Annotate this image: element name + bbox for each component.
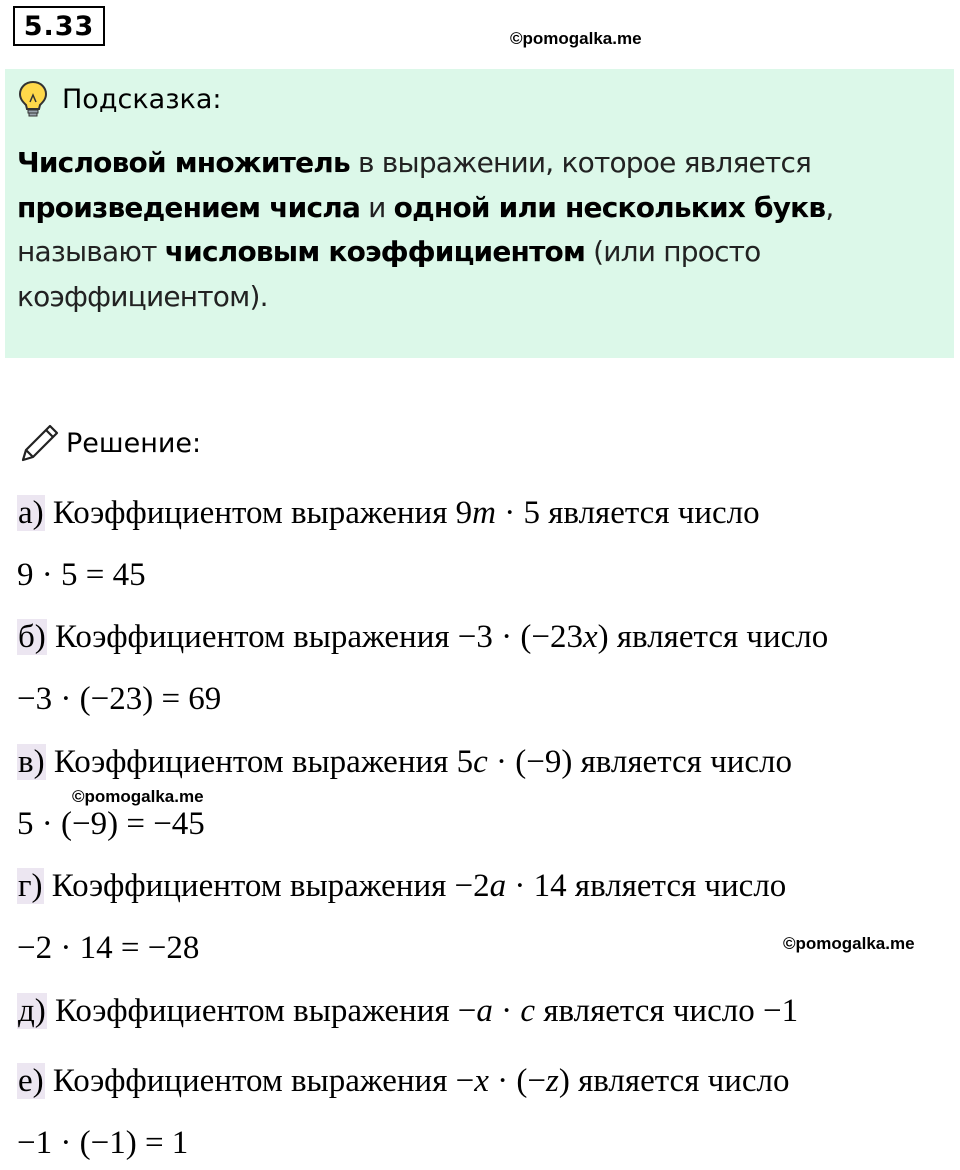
solution-title: Решение: (66, 427, 202, 459)
line-text: Коэффициентом выражения −2 (43, 868, 490, 904)
solution-line (17, 1125, 188, 1162)
line-text: · (492, 993, 521, 1029)
line-text: · 5 является число (496, 495, 760, 531)
line-text: Коэффициентом выражения 9 (44, 495, 473, 531)
line-text: Коэффициентом выражения −3 · (−23 (46, 619, 583, 655)
item-label: б) (18, 619, 46, 655)
hint-text-part: , называют (17, 190, 834, 268)
math-variable: c (520, 993, 536, 1029)
math-variable: x (474, 1063, 489, 1099)
math-variable: z (546, 1063, 559, 1099)
solution-line (17, 868, 786, 905)
item-label: а) (18, 495, 44, 531)
task-number: 5.33 (13, 6, 105, 46)
solution-line (17, 557, 146, 594)
line-text: ) является число (597, 619, 829, 655)
line-text: −2 · 14 = −28 (17, 930, 200, 966)
hint-text-part: (или просто коэффициентом). (17, 235, 761, 313)
lightbulb-icon (18, 80, 48, 118)
line-text: −3 · (−23) = 69 (17, 681, 222, 717)
solution-line (17, 495, 760, 532)
line-text: является число −1 (535, 993, 799, 1029)
watermark-middle: ©pomogalka.me (72, 787, 204, 806)
line-text: Коэффициентом выражения − (46, 993, 477, 1029)
solution-line (17, 1063, 790, 1100)
line-text: · 14 является число (506, 868, 787, 904)
solution-line (17, 993, 798, 1030)
hint-text-part: в выражении, которое является (349, 146, 812, 179)
math-variable: x (582, 619, 598, 655)
watermark-right: ©pomogalka.me (783, 934, 915, 953)
hint-text-part: Числовой множитель (17, 146, 350, 179)
line-text: Коэффициентом выражения − (44, 1063, 475, 1099)
item-label: д) (18, 993, 46, 1029)
item-label: в) (18, 744, 45, 780)
hint-text-part: одной или нескольких букв (393, 190, 826, 224)
line-text: · (− (488, 1063, 547, 1099)
solution-header (20, 423, 201, 463)
line-text: 5 · (−9) = −45 (17, 806, 205, 842)
math-variable: a (489, 868, 507, 904)
watermark-top: ©pomogalka.me (510, 29, 642, 48)
hint-text-part: произведением числа (17, 190, 361, 224)
solution-line (17, 806, 205, 843)
hint-text-part: числовым коэффициентом (164, 235, 586, 268)
pencil-icon (20, 423, 60, 463)
hint-title: Подсказка: (62, 83, 222, 115)
solution-line (17, 619, 828, 656)
item-label: е) (18, 1063, 44, 1099)
line-text: −1 · (−1) = 1 (17, 1125, 189, 1161)
solution-line (17, 930, 199, 967)
hint-text-part: и (360, 190, 394, 224)
hint-header (18, 80, 222, 118)
line-text: Коэффициентом выражения 5 (45, 744, 474, 780)
solution-line (17, 744, 792, 781)
solution-line (17, 681, 221, 718)
math-variable: a (476, 993, 493, 1029)
hint-text (17, 141, 917, 319)
line-text: · (−9) является число (487, 744, 792, 780)
line-text: 9 · 5 = 45 (17, 557, 146, 593)
item-label: г) (18, 868, 43, 904)
math-variable: m (472, 495, 496, 531)
math-variable: c (473, 744, 488, 780)
line-text: ) является число (558, 1063, 790, 1099)
